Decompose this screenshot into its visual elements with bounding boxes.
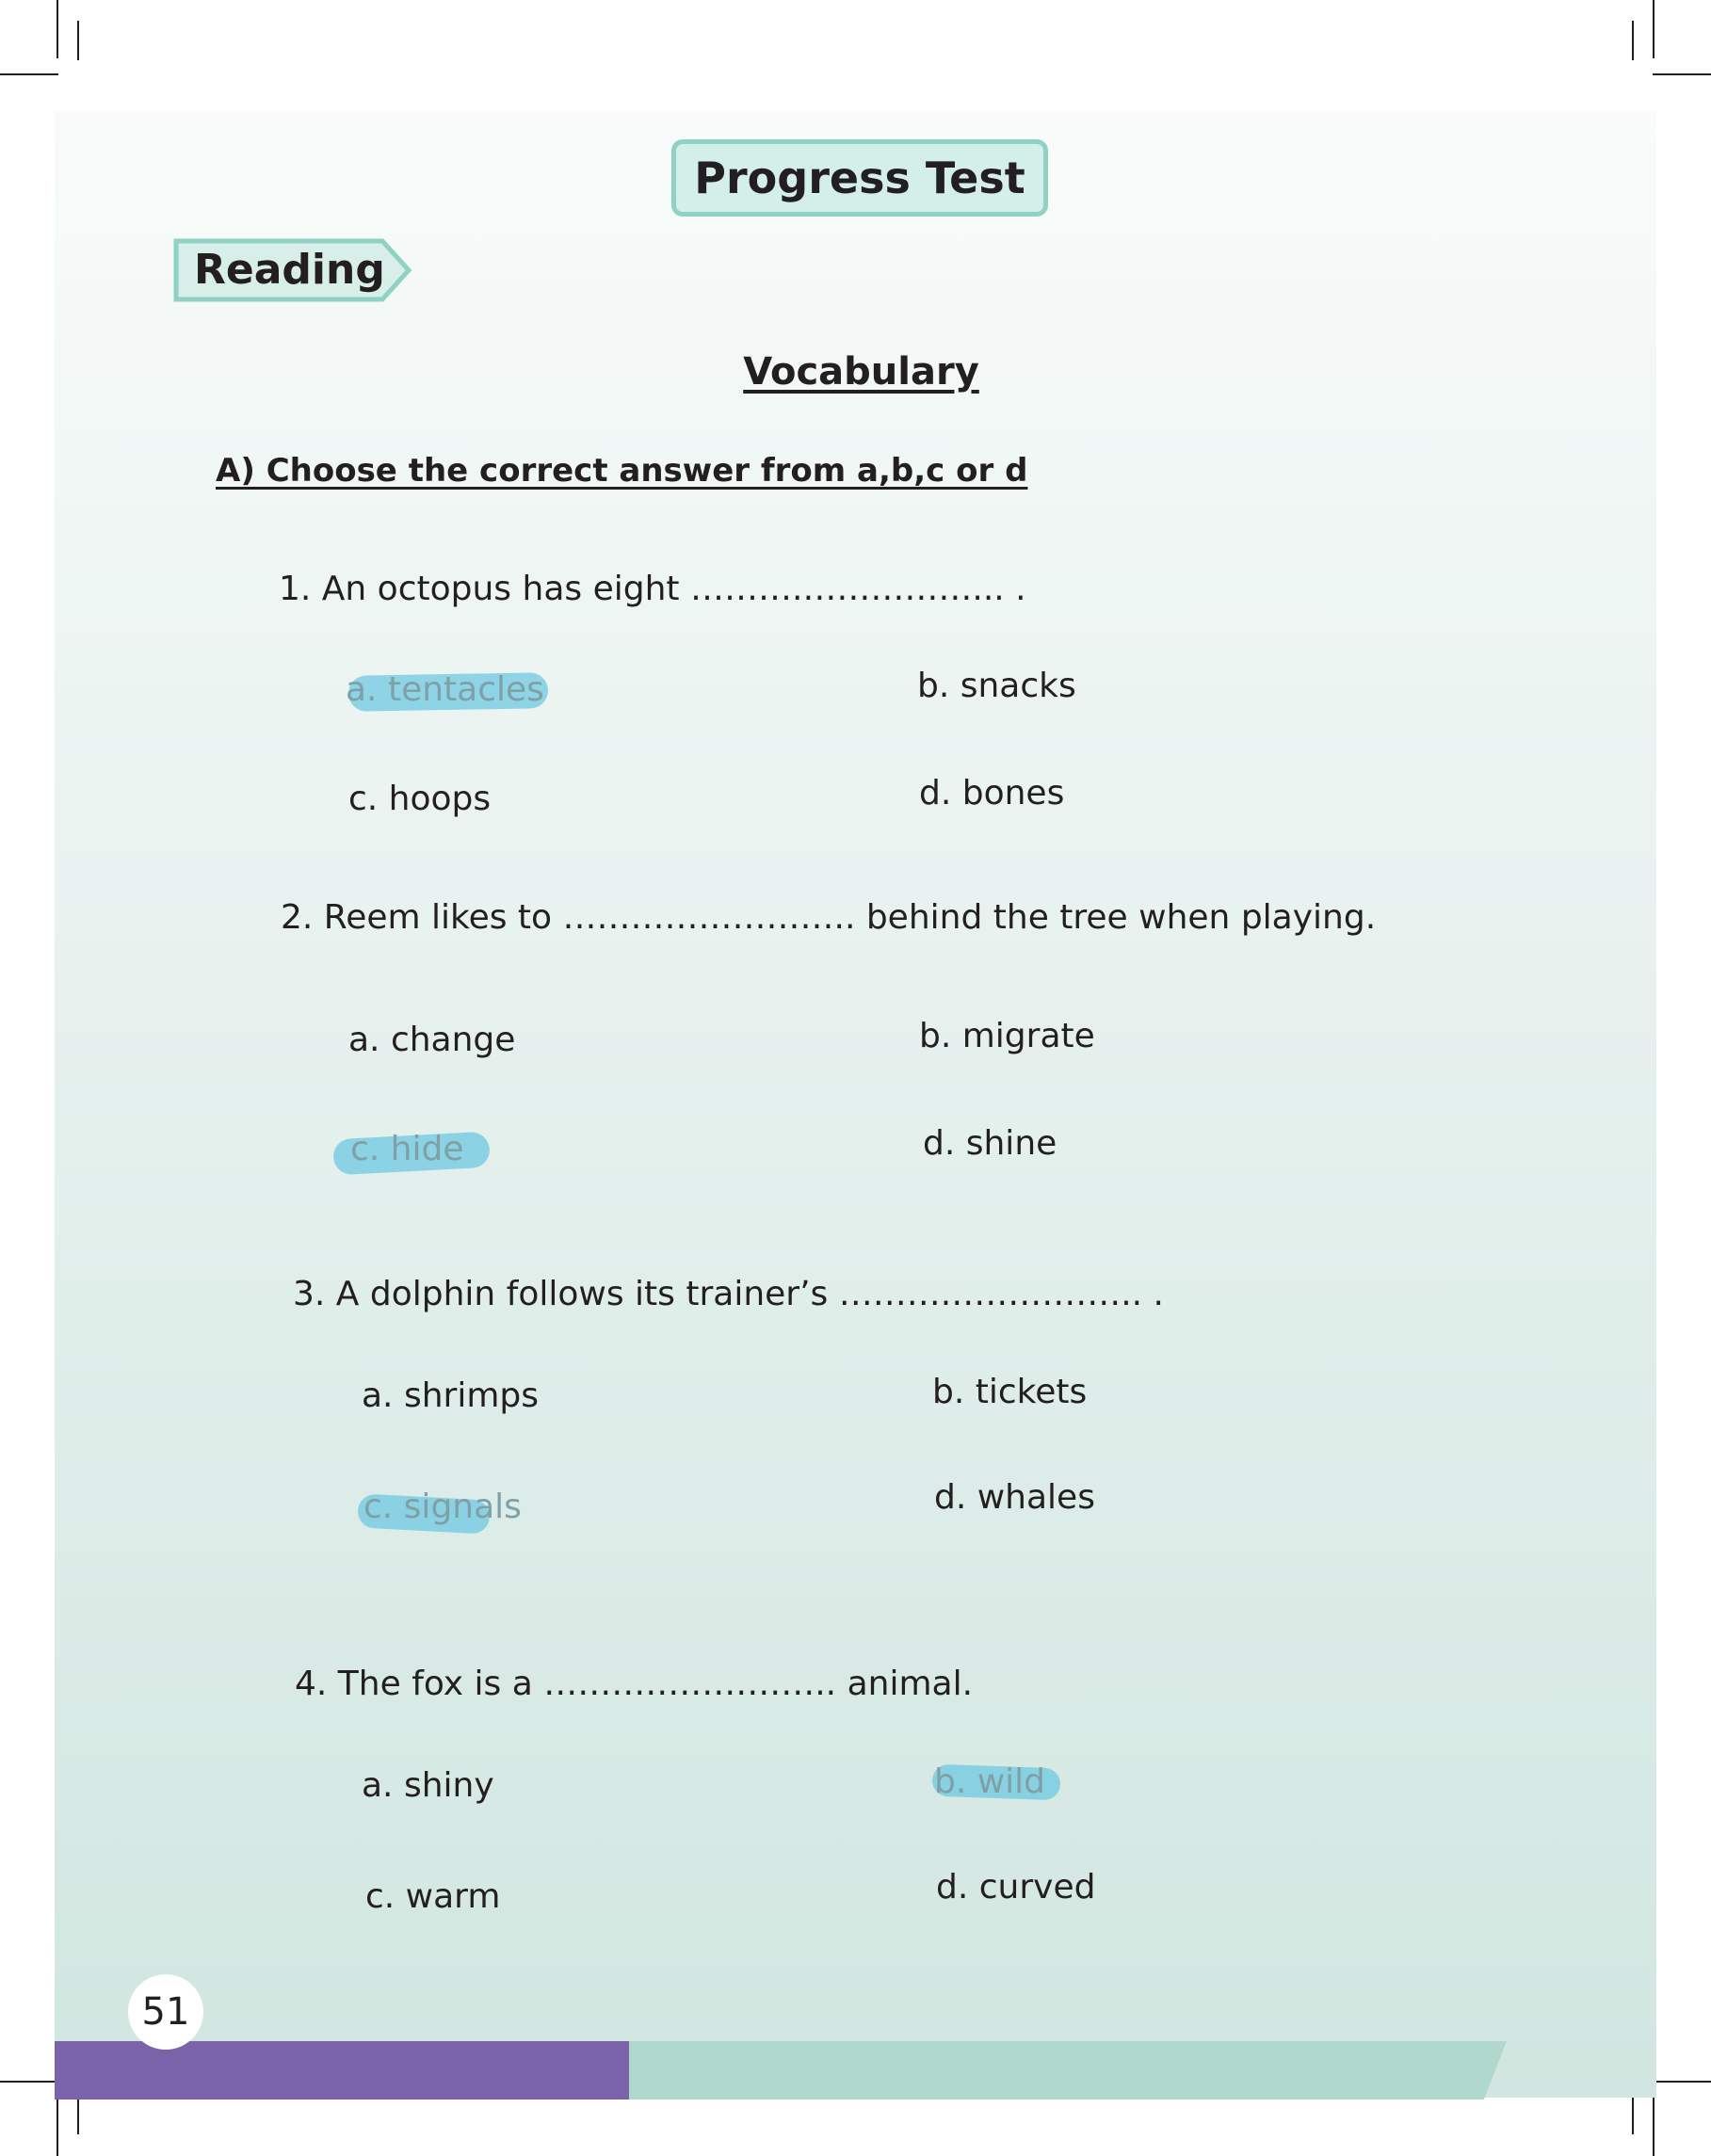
crop-mark bbox=[1653, 2081, 1711, 2083]
instruction: A) Choose the correct answer from a,b,c or d bbox=[216, 452, 1028, 490]
option-1d[interactable]: d. bones bbox=[919, 774, 1065, 813]
option-2d[interactable]: d. shine bbox=[923, 1124, 1057, 1163]
question-2: 2. Reem likes to …………………….. behind the tree when playing. bbox=[281, 898, 1377, 937]
page-title: Progress Test bbox=[671, 139, 1048, 217]
option-4c[interactable]: c. warm bbox=[365, 1877, 501, 1916]
crop-mark bbox=[0, 73, 58, 75]
crop-mark bbox=[77, 2095, 79, 2134]
option-4a[interactable]: a. shiny bbox=[362, 1766, 494, 1805]
crop-mark bbox=[56, 0, 58, 58]
crop-mark bbox=[1632, 2095, 1634, 2134]
crop-mark bbox=[1632, 21, 1634, 60]
crop-mark bbox=[1653, 0, 1655, 58]
option-1b[interactable]: b. snacks bbox=[917, 667, 1076, 705]
footer-band-purple bbox=[55, 2041, 629, 2100]
option-4d[interactable]: d. curved bbox=[936, 1868, 1096, 1907]
option-2a[interactable]: a. change bbox=[348, 1021, 516, 1059]
option-4b[interactable]: b. wild bbox=[934, 1762, 1046, 1801]
question-4: 4. The fox is a …………………….. animal. bbox=[295, 1665, 974, 1703]
page-number: 51 bbox=[128, 1974, 203, 2050]
question-3: 3. A dolphin follows its trainer’s ……….…………….. . bbox=[293, 1275, 1164, 1313]
section-tag-label: Reading bbox=[194, 246, 385, 294]
crop-mark bbox=[77, 21, 79, 60]
footer-band-green bbox=[629, 2041, 1507, 2100]
option-3a[interactable]: a. shrimps bbox=[362, 1376, 539, 1415]
section-tag bbox=[173, 238, 414, 302]
crop-mark bbox=[1653, 2098, 1655, 2156]
question-1: 1. An octopus has eight ……….……………... . bbox=[279, 570, 1026, 608]
worksheet-page bbox=[55, 111, 1656, 2098]
section-heading: Vocabulary bbox=[743, 350, 979, 394]
option-1a[interactable]: a. tentacles bbox=[346, 670, 544, 709]
crop-mark bbox=[1653, 73, 1711, 75]
crop-mark bbox=[56, 2098, 58, 2156]
option-3d[interactable]: d. whales bbox=[934, 1478, 1095, 1517]
option-2c[interactable]: c. hide bbox=[350, 1130, 464, 1168]
option-2b[interactable]: b. migrate bbox=[919, 1017, 1095, 1055]
option-3b[interactable]: b. tickets bbox=[932, 1373, 1088, 1411]
option-3c[interactable]: c. signals bbox=[363, 1488, 522, 1526]
option-1c[interactable]: c. hoops bbox=[348, 780, 492, 818]
crop-mark bbox=[0, 2081, 58, 2083]
